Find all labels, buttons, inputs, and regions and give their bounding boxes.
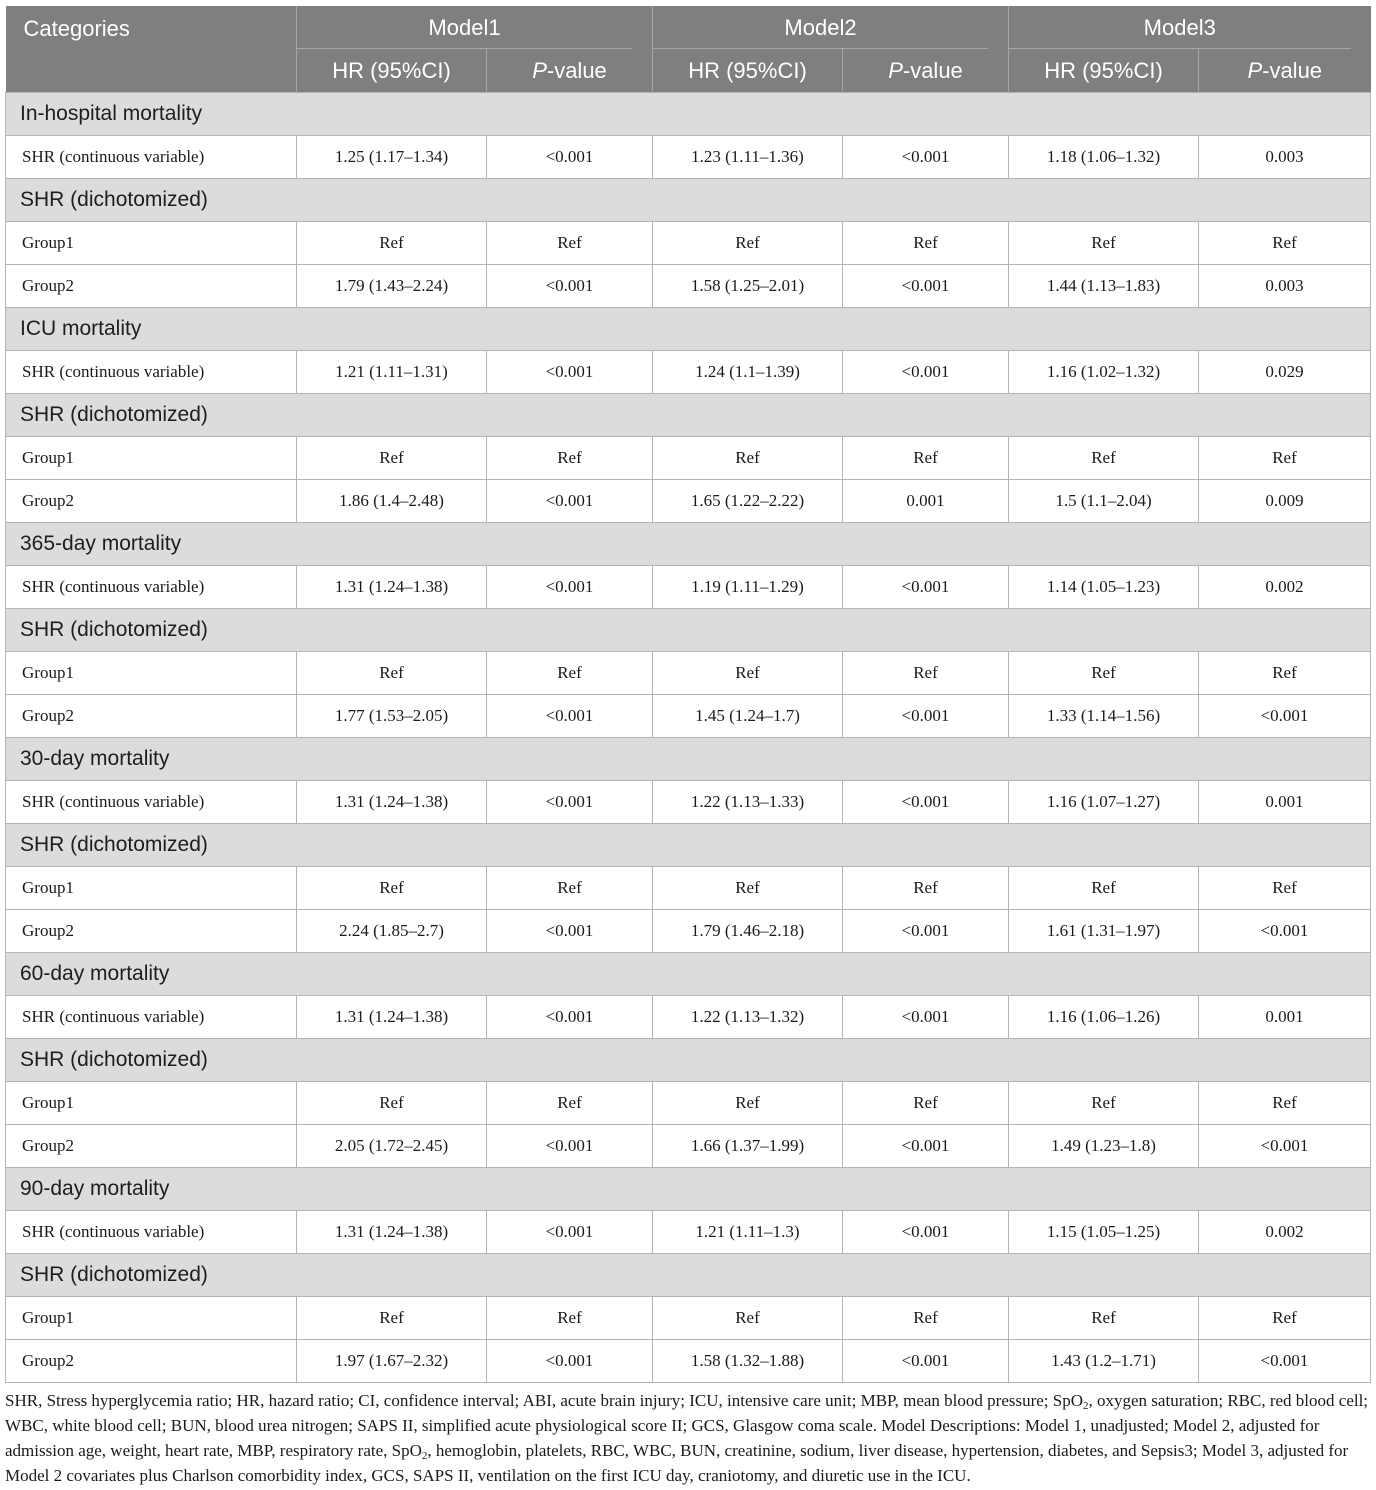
section-title: 365-day mortality [6, 523, 1371, 566]
hr-cell: 1.31 (1.24–1.38) [297, 996, 487, 1039]
hr-cell: 1.25 (1.17–1.34) [297, 136, 487, 179]
p-value-cell: <0.001 [843, 781, 1009, 824]
hr-cell: 1.22 (1.13–1.33) [653, 781, 843, 824]
p-value-cell: Ref [1199, 652, 1371, 695]
hr-cell: Ref [1009, 867, 1199, 910]
p-value-cell: 0.002 [1199, 566, 1371, 609]
row-label: Group2 [6, 1125, 297, 1168]
hr-cell: Ref [653, 867, 843, 910]
hr-cell: Ref [1009, 1082, 1199, 1125]
subsection-title: SHR (dichotomized) [6, 394, 1371, 437]
table-row [6, 867, 1371, 910]
row-label: SHR (continuous variable) [6, 136, 297, 179]
row-label: SHR (continuous variable) [6, 351, 297, 394]
row-label: Group1 [6, 437, 297, 480]
hr-cell: Ref [297, 437, 487, 480]
p-value-cell: <0.001 [1199, 695, 1371, 738]
row-label: Group2 [6, 1340, 297, 1383]
footnote-sub2: 2 [421, 1450, 428, 1462]
p-value-cell: <0.001 [1199, 1340, 1371, 1383]
hr-cell: 2.24 (1.85–2.7) [297, 910, 487, 953]
hr-cell: 1.97 (1.67–2.32) [297, 1340, 487, 1383]
p-value-cell: <0.001 [843, 265, 1009, 308]
p-value-cell: <0.001 [843, 996, 1009, 1039]
hr-cell: 1.15 (1.05–1.25) [1009, 1211, 1199, 1254]
section-title: 60-day mortality [6, 953, 1371, 996]
row-label: Group2 [6, 265, 297, 308]
p-value-cell: 0.003 [1199, 265, 1371, 308]
p-value-cell: <0.001 [1199, 910, 1371, 953]
hr-cell: Ref [297, 1297, 487, 1340]
table-row [6, 1340, 1371, 1383]
hr-cell: Ref [297, 222, 487, 265]
subsection-row [6, 179, 1371, 222]
row-label: SHR (continuous variable) [6, 996, 297, 1039]
p-value-cell: Ref [1199, 867, 1371, 910]
table-row [6, 566, 1371, 609]
p-value-cell: <0.001 [487, 781, 653, 824]
hr-cell: 1.45 (1.24–1.7) [653, 695, 843, 738]
model1-label: Model1 [297, 6, 632, 49]
table-row [6, 265, 1371, 308]
hr-cell: Ref [653, 437, 843, 480]
hr-cell: 1.49 (1.23–1.8) [1009, 1125, 1199, 1168]
p-value-cell: Ref [487, 437, 653, 480]
hr-cell: 2.05 (1.72–2.45) [297, 1125, 487, 1168]
hr-cell: Ref [297, 652, 487, 695]
p-value-cell: Ref [487, 867, 653, 910]
hr-cell: Ref [653, 222, 843, 265]
hr-cell: 1.14 (1.05–1.23) [1009, 566, 1199, 609]
section-title: 90-day mortality [6, 1168, 1371, 1211]
subsection-row [6, 609, 1371, 652]
hr-header: HR (95%CI) [1009, 49, 1199, 93]
p-value-cell: <0.001 [487, 1340, 653, 1383]
p-value-cell: <0.001 [487, 480, 653, 523]
table-footnote [5, 1388, 1371, 1488]
hr-cell: 1.31 (1.24–1.38) [297, 566, 487, 609]
hr-cell: 1.16 (1.07–1.27) [1009, 781, 1199, 824]
table-row [6, 136, 1371, 179]
subsection-row [6, 1039, 1371, 1082]
hr-cell: 1.79 (1.43–2.24) [297, 265, 487, 308]
hr-cell: Ref [653, 1082, 843, 1125]
p-value-cell: 0.003 [1199, 136, 1371, 179]
p-value-cell: 0.009 [1199, 480, 1371, 523]
table-row [6, 996, 1371, 1039]
row-label: Group2 [6, 695, 297, 738]
p-value-cell: <0.001 [843, 695, 1009, 738]
p-value-cell: <0.001 [843, 1340, 1009, 1383]
section-row [6, 738, 1371, 781]
row-label: Group1 [6, 222, 297, 265]
hr-cell: 1.77 (1.53–2.05) [297, 695, 487, 738]
hr-header: HR (95%CI) [297, 49, 487, 93]
subsection-row [6, 824, 1371, 867]
hr-cell: 1.5 (1.1–2.04) [1009, 480, 1199, 523]
subsection-row [6, 1254, 1371, 1297]
row-label: Group2 [6, 910, 297, 953]
model2-header [653, 6, 1009, 49]
p-value-cell: Ref [487, 222, 653, 265]
hr-cell: 1.33 (1.14–1.56) [1009, 695, 1199, 738]
p-value-cell: <0.001 [487, 1211, 653, 1254]
hr-cell: 1.24 (1.1–1.39) [653, 351, 843, 394]
p-value-cell: Ref [1199, 437, 1371, 480]
hr-cell: 1.79 (1.46–2.18) [653, 910, 843, 953]
p-value-header [1199, 49, 1371, 93]
p-value-cell: Ref [843, 1297, 1009, 1340]
table-row [6, 1297, 1371, 1340]
row-label: SHR (continuous variable) [6, 566, 297, 609]
table-row [6, 781, 1371, 824]
hr-cell: 1.43 (1.2–1.71) [1009, 1340, 1199, 1383]
p-value-cell: Ref [843, 437, 1009, 480]
p-value-cell: 0.001 [843, 480, 1009, 523]
hr-cell: Ref [1009, 652, 1199, 695]
model1-header [297, 6, 653, 49]
row-label: SHR (continuous variable) [6, 781, 297, 824]
p-value-cell: <0.001 [487, 566, 653, 609]
results-table-container [5, 6, 1370, 1383]
subsection-title: SHR (dichotomized) [6, 1039, 1371, 1082]
p-value-cell: <0.001 [487, 351, 653, 394]
footnote-part3: , hemoglobin, platelets, RBC, WBC, BUN, creatinine, sodium, liver disease, hypertension, diabetes, and Sepsis3; Model 3, adjusted for Model 2 covariates plus Charlson comorbidity index, GCS, SAPS II, ventilation on the first ICU day, craniotomy, and diuretic use in the ICU. [5, 1441, 1349, 1485]
row-label: SHR (continuous variable) [6, 1211, 297, 1254]
hr-cell: 1.44 (1.13–1.83) [1009, 265, 1199, 308]
hr-cell: 1.18 (1.06–1.32) [1009, 136, 1199, 179]
subsection-title: SHR (dichotomized) [6, 609, 1371, 652]
hr-cell: 1.58 (1.32–1.88) [653, 1340, 843, 1383]
section-row [6, 1168, 1371, 1211]
p-value-cell: <0.001 [487, 1125, 653, 1168]
hr-cell: 1.31 (1.24–1.38) [297, 781, 487, 824]
p-italic: P [1247, 58, 1263, 83]
p-value-cell: Ref [1199, 1082, 1371, 1125]
p-rest: -value [902, 58, 963, 83]
subsection-title: SHR (dichotomized) [6, 1254, 1371, 1297]
hr-cell: Ref [1009, 222, 1199, 265]
p-value-cell: 0.001 [1199, 781, 1371, 824]
hr-cell: Ref [1009, 1297, 1199, 1340]
hr-cell: 1.16 (1.02–1.32) [1009, 351, 1199, 394]
p-value-cell: 0.029 [1199, 351, 1371, 394]
p-value-cell: <0.001 [1199, 1125, 1371, 1168]
model3-header [1009, 6, 1371, 49]
hr-cell: 1.61 (1.31–1.97) [1009, 910, 1199, 953]
table-row [6, 910, 1371, 953]
p-value-cell: Ref [487, 1297, 653, 1340]
table-header [6, 6, 1371, 93]
p-rest: -value [546, 58, 607, 83]
results-table [5, 6, 1371, 1383]
row-label: Group1 [6, 652, 297, 695]
model2-label: Model2 [653, 6, 988, 49]
hr-cell: Ref [1009, 437, 1199, 480]
subsection-title: SHR (dichotomized) [6, 824, 1371, 867]
table-row [6, 480, 1371, 523]
p-italic: P [888, 58, 903, 83]
subsection-row [6, 394, 1371, 437]
p-value-cell: Ref [487, 652, 653, 695]
p-value-cell: Ref [487, 1082, 653, 1125]
footnote-sub1: 2 [1083, 1400, 1089, 1412]
table-row [6, 1211, 1371, 1254]
hr-cell: 1.58 (1.25–2.01) [653, 265, 843, 308]
hr-cell: Ref [653, 1297, 843, 1340]
table-body [6, 93, 1371, 1383]
p-value-cell: <0.001 [843, 1125, 1009, 1168]
categories-header: Categories [6, 6, 297, 93]
p-value-cell: <0.001 [487, 136, 653, 179]
row-label: Group1 [6, 1297, 297, 1340]
p-value-cell: <0.001 [843, 136, 1009, 179]
hr-cell: Ref [297, 867, 487, 910]
p-value-cell: <0.001 [487, 910, 653, 953]
hr-cell: 1.21 (1.11–1.31) [297, 351, 487, 394]
p-value-header [843, 49, 1009, 93]
p-value-cell: Ref [843, 1082, 1009, 1125]
hr-cell: 1.22 (1.13–1.32) [653, 996, 843, 1039]
table-row [6, 351, 1371, 394]
hr-cell: 1.31 (1.24–1.38) [297, 1211, 487, 1254]
section-title: In-hospital mortality [6, 93, 1371, 136]
hr-cell: 1.19 (1.11–1.29) [653, 566, 843, 609]
p-value-cell: <0.001 [843, 910, 1009, 953]
section-row [6, 308, 1371, 351]
hr-cell: 1.65 (1.22–2.22) [653, 480, 843, 523]
section-row [6, 523, 1371, 566]
p-value-cell: Ref [1199, 222, 1371, 265]
subsection-title: SHR (dichotomized) [6, 179, 1371, 222]
table-row [6, 437, 1371, 480]
hr-cell: 1.21 (1.11–1.3) [653, 1211, 843, 1254]
p-value-cell: Ref [1199, 1297, 1371, 1340]
p-value-cell: 0.001 [1199, 996, 1371, 1039]
p-value-cell: Ref [843, 652, 1009, 695]
model3-label: Model3 [1009, 6, 1351, 49]
p-value-cell: <0.001 [843, 566, 1009, 609]
footnote-part2: , oxygen saturation; RBC, red blood cell; WBC, white blood cell; BUN, blood urea nitrogen; SAPS II, simplified acute physiological score II; GCS, Glasgow coma scale. Model Descriptions: Model 1, unadjusted; Model 2, adjusted for admission age, weight, heart rate, MBP, respiratory rate, SpO [5, 1391, 1369, 1460]
section-title: 30-day mortality [6, 738, 1371, 781]
table-row [6, 222, 1371, 265]
hr-cell: Ref [297, 1082, 487, 1125]
hr-cell: 1.23 (1.11–1.36) [653, 136, 843, 179]
row-label: Group1 [6, 867, 297, 910]
hr-cell: 1.86 (1.4–2.48) [297, 480, 487, 523]
p-value-cell: <0.001 [487, 265, 653, 308]
p-value-cell: <0.001 [843, 351, 1009, 394]
p-rest: -value [1262, 58, 1323, 83]
p-italic: P [532, 58, 547, 83]
p-value-cell: <0.001 [487, 695, 653, 738]
table-row [6, 652, 1371, 695]
p-value-cell: <0.001 [843, 1211, 1009, 1254]
p-value-header [487, 49, 653, 93]
row-label: Group2 [6, 480, 297, 523]
section-row [6, 93, 1371, 136]
p-value-cell: Ref [843, 867, 1009, 910]
hr-cell: Ref [653, 652, 843, 695]
section-title: ICU mortality [6, 308, 1371, 351]
hr-cell: 1.66 (1.37–1.99) [653, 1125, 843, 1168]
table-row [6, 1082, 1371, 1125]
table-row [6, 1125, 1371, 1168]
p-value-cell: <0.001 [487, 996, 653, 1039]
p-value-cell: 0.002 [1199, 1211, 1371, 1254]
row-label: Group1 [6, 1082, 297, 1125]
section-row [6, 953, 1371, 996]
hr-cell: 1.16 (1.06–1.26) [1009, 996, 1199, 1039]
p-value-cell: Ref [843, 222, 1009, 265]
table-row [6, 695, 1371, 738]
footnote-part1: SHR, Stress hyperglycemia ratio; HR, hazard ratio; CI, confidence interval; ABI, acute brain injury; ICU, intensive care unit; MBP, mean blood pressure; SpO [5, 1391, 1084, 1410]
hr-header: HR (95%CI) [653, 49, 843, 93]
